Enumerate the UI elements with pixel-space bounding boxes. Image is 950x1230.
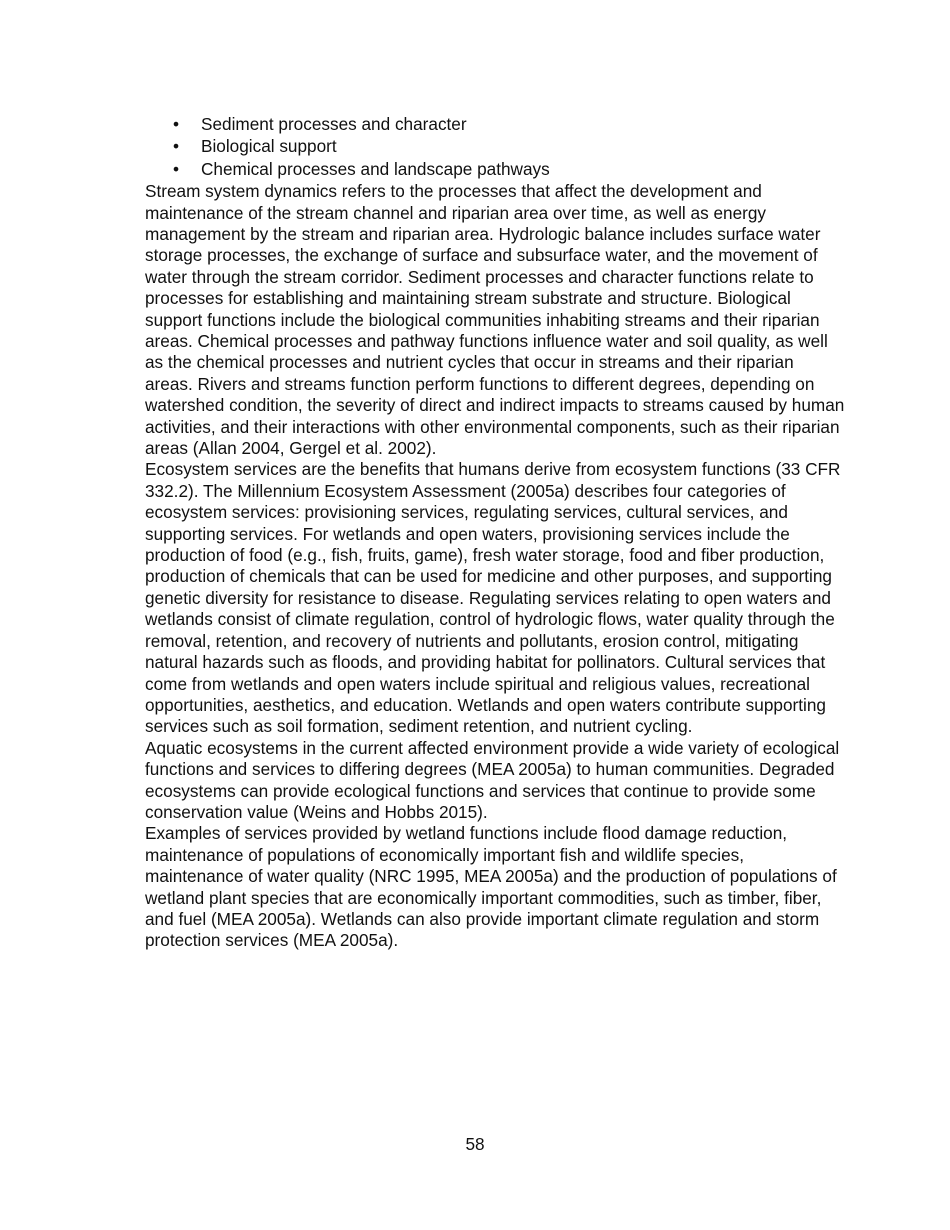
bullet-icon: •	[173, 158, 180, 179]
list-item	[145, 114, 845, 136]
paragraph-stream-dynamics: Stream system dynamics refers to the processes that affect the development and maintenance of the stream channel and riparian area over time, as well as energy management by the stream and riparian area. Hydrologic balance includes surface water storage processes, the exchange of surface and subsurface water, and the movement of water through the stream corridor. Sediment processes and character functions relate to processes for establishing and maintaining stream substrate and structure. Biological support functions include the biological communities inhabiting streams and their riparian areas. Chemical processes and pathway functions influence water and soil quality, as well as the chemical processes and nutrient cycles that occur in streams and their riparian areas. Rivers and streams function perform functions to different degrees, depending on watershed condition, the severity of direct and indirect impacts to streams caused by human activities, and their interactions with other environmental components, such as their riparian areas (Allan 2004, Gergel et al. 2002).	[145, 181, 845, 459]
list-item	[145, 159, 845, 181]
paragraph-wetland-services: Examples of services provided by wetland functions include flood damage reduction, maintenance of populations of economically important fish and wildlife species, maintenance of water quality (NRC 1995, MEA 2005a) and the production of populations of wetland plant species that are economically important commodities, such as timber, fiber, and fuel (MEA 2005a). Wetlands can also provide important climate regulation and storm protection services (MEA 2005a).	[145, 823, 837, 951]
bullet-icon: •	[173, 136, 180, 157]
bullet-list	[145, 114, 845, 181]
bullet-icon: •	[173, 114, 180, 134]
paragraph-ecosystem-services: Ecosystem services are the benefits that humans derive from ecosystem functions (33 CFR 332.2). The Millennium Ecosystem Assessment (2005a) describes four categories of ecosystem services: provisioning services, regulating services, cultural services, and supporting services. For wetlands and open waters, provisioning services include the production of food (e.g., fish, fruits, game), fresh water storage, food and fiber production, production of chemicals that can be used for medicine and other purposes, and supporting genetic diversity for resistance to disease. Regulating services relating to open waters and wetlands consist of climate regulation, control of hydrologic flows, water quality through the removal, retention, and recovery of nutrients and pollutants, erosion control, mitigating natural hazards such as floods, and providing habitat for pollinators. Cultural services that come from wetlands and open waters include spiritual and religious values, recreational opportunities, aesthetics, and education. Wetlands and open waters contribute supporting services such as soil formation, sediment retention, and nutrient cycling.	[145, 459, 841, 737]
bullet-text: Biological support	[201, 136, 337, 157]
page-content	[145, 114, 845, 952]
bullet-text: Chemical processes and landscape pathways	[201, 158, 550, 179]
paragraph-aquatic-ecosystems: Aquatic ecosystems in the current affected environment provide a wide variety of ecological functions and services to differing degrees (MEA 2005a) to human communities. Degraded ecosystems can provide ecological functions and services that continue to provide some conservation value (Weins and Hobbs 2015).	[145, 737, 840, 822]
list-item	[145, 136, 845, 158]
page-number: 58	[465, 1134, 485, 1154]
bullet-text: Sediment processes and character	[201, 114, 467, 134]
